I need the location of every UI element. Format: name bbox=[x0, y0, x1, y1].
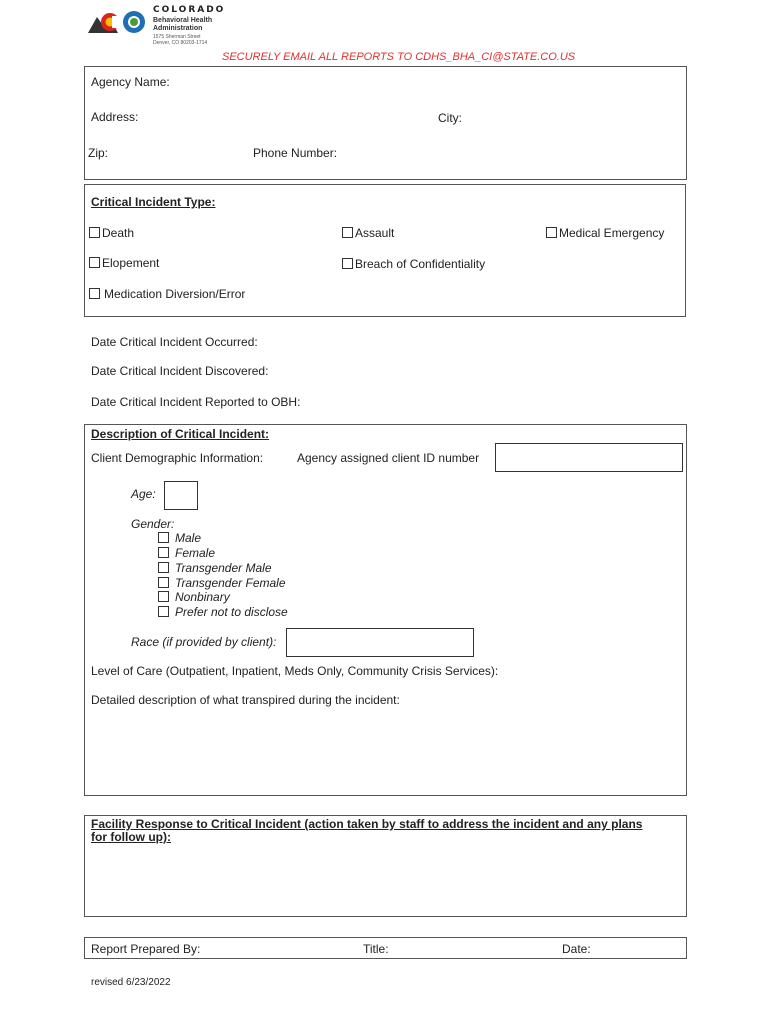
org-sub-1: Behavioral Health bbox=[153, 17, 213, 24]
race-label: Race (if provided by client): bbox=[131, 635, 277, 649]
option-death[interactable] bbox=[89, 226, 134, 240]
level-of-care-label: Level of Care (Outpatient, Inpatient, Meds Only, Community Crisis Services): bbox=[91, 664, 499, 678]
email-notice: SECURELY EMAIL ALL REPORTS TO CDHS_BHA_CI@STATE.CO.US bbox=[222, 51, 576, 63]
facility-heading-2: for follow up): bbox=[91, 830, 171, 844]
description-heading: Description of Critical Incident: bbox=[91, 427, 270, 441]
gender-label: Gender: bbox=[131, 517, 175, 531]
phone-label: Phone Number: bbox=[253, 146, 338, 160]
checkbox[interactable] bbox=[158, 547, 169, 558]
date-label: Date: bbox=[562, 942, 591, 956]
option-label: Elopement bbox=[102, 256, 160, 270]
client-id-label: Agency assigned client ID number bbox=[297, 451, 480, 465]
demographic-label: Client Demographic Information: bbox=[91, 451, 264, 465]
gender-option-label: Male bbox=[175, 531, 202, 545]
checkbox[interactable] bbox=[342, 258, 353, 269]
zip-label: Zip: bbox=[88, 146, 109, 160]
detail-label: Detailed description of what transpired during the incident: bbox=[91, 693, 400, 707]
option-assault[interactable] bbox=[342, 226, 394, 240]
checkbox[interactable] bbox=[158, 577, 169, 588]
client-id-input[interactable] bbox=[495, 443, 683, 472]
title-label: Title: bbox=[363, 942, 389, 956]
gender-option-label: Transgender Female bbox=[175, 576, 286, 590]
address-label: Address: bbox=[91, 110, 139, 124]
date-occurred-label: Date Critical Incident Occurred: bbox=[91, 335, 258, 349]
agency-section bbox=[84, 66, 687, 180]
checkbox[interactable] bbox=[89, 288, 100, 299]
colorado-logo-icon bbox=[88, 7, 150, 37]
gender-option-label: Transgender Male bbox=[175, 561, 272, 575]
option-label: Medication Diversion/Error bbox=[104, 287, 246, 301]
gender-female[interactable] bbox=[158, 546, 215, 560]
gender-transgender-male[interactable] bbox=[158, 561, 272, 575]
revised-date: revised 6/23/2022 bbox=[91, 977, 171, 988]
checkbox[interactable] bbox=[342, 227, 353, 238]
incident-type-heading: Critical Incident Type: bbox=[91, 195, 216, 209]
gender-option-label: Female bbox=[175, 546, 216, 560]
prepared-by-label: Report Prepared By: bbox=[91, 942, 201, 956]
checkbox[interactable] bbox=[158, 532, 169, 543]
checkbox[interactable] bbox=[89, 257, 100, 268]
option-medication-diversion[interactable] bbox=[89, 287, 245, 301]
date-reported-label: Date Critical Incident Reported to OBH: bbox=[91, 395, 301, 409]
gender-option-label: Nonbinary bbox=[175, 590, 230, 604]
age-label: Age: bbox=[131, 487, 156, 501]
gender-nonbinary[interactable] bbox=[158, 590, 230, 604]
checkbox[interactable] bbox=[89, 227, 100, 238]
option-label: Breach of Confidentiality bbox=[355, 257, 486, 271]
gender-prefer-not[interactable] bbox=[158, 605, 288, 619]
facility-heading-1: Facility Response to Critical Incident (action taken by staff to address the incident and any plans bbox=[91, 817, 643, 831]
option-label: Assault bbox=[355, 226, 395, 240]
org-sub-2: Administration bbox=[153, 25, 203, 32]
city-label: City: bbox=[438, 111, 462, 125]
org-address-1: 1575 Sherman Street bbox=[153, 34, 201, 40]
checkbox[interactable] bbox=[158, 591, 169, 602]
checkbox[interactable] bbox=[158, 562, 169, 573]
option-label: Medical Emergency bbox=[559, 226, 665, 240]
org-address-2: Denver, CO 80203-1714 bbox=[153, 40, 208, 46]
gender-transgender-female[interactable] bbox=[158, 576, 286, 590]
gender-male[interactable] bbox=[158, 531, 201, 545]
gender-option-label: Prefer not to disclose bbox=[175, 605, 288, 619]
option-medical-emergency[interactable] bbox=[546, 226, 664, 240]
age-input[interactable] bbox=[164, 481, 198, 510]
option-elopement[interactable] bbox=[89, 256, 159, 270]
org-name: COLORADO bbox=[153, 5, 226, 15]
date-discovered-label: Date Critical Incident Discovered: bbox=[91, 364, 269, 378]
option-label: Death bbox=[102, 226, 135, 240]
option-breach[interactable] bbox=[342, 257, 485, 271]
agency-name-label: Agency Name: bbox=[91, 75, 170, 89]
logo bbox=[88, 5, 238, 45]
race-input[interactable] bbox=[286, 628, 474, 657]
checkbox[interactable] bbox=[158, 606, 169, 617]
checkbox[interactable] bbox=[546, 227, 557, 238]
